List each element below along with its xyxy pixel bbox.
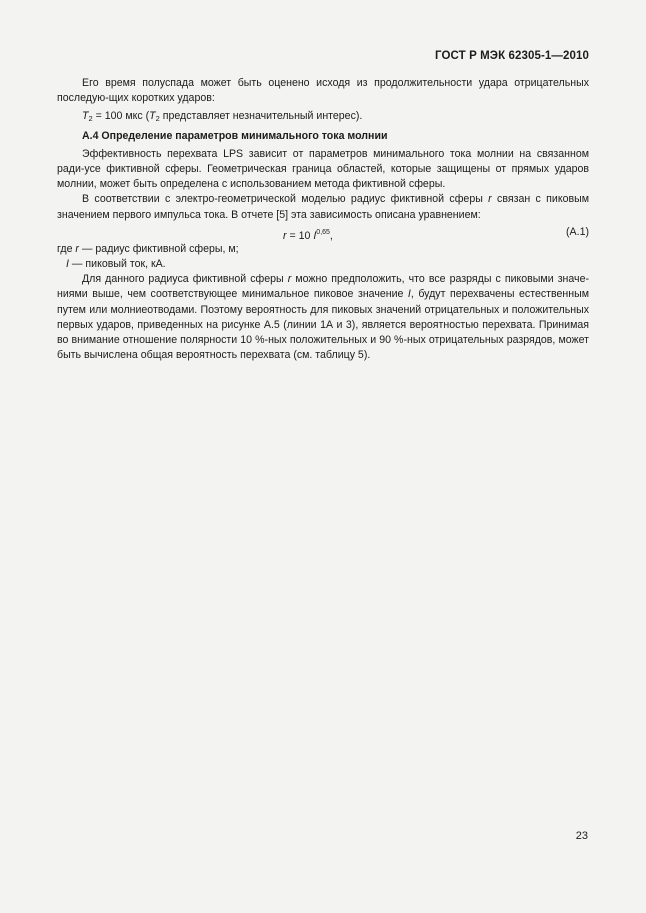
t2-text-b: представляет незначительный интерес). (159, 110, 363, 123)
interception-symbol-i: I (407, 288, 411, 301)
interception-text-c: , будут перехвачены естественным путем или молниеотводами. Поэтому вероятность для пиковых значений отрицательных и положительных первых ударов, приведенных на рисунке А.5 (линии 1А и 3), является вероятностью перехвата. Принимая во внимание отношение полярности 10 %-ных положительных и 90 %-ных отрицательных разрядов, может быть вычислена общая вероятность перехвата (см. таблицу 5). (57, 288, 589, 362)
formula-mid: = 10 (286, 229, 314, 242)
egm-text-b: связан с пиковым значением первого импульса тока. В отчете [5] эта зависимость описана уравнением: (57, 193, 589, 221)
interception-text-b: можно предположить, что все разряды с пиковыми значе-ниями выше, чем соответствующее минимальное пиковое значение (57, 273, 590, 301)
interception-symbol-r: r (287, 273, 292, 286)
standard-header: ГОСТ Р МЭК 62305-1—2010 (435, 50, 589, 62)
formula-end: , (329, 229, 333, 242)
formula-a1 (57, 225, 589, 242)
interception-text-a: Для данного радиуса фиктивной сферы (82, 273, 288, 286)
legend-symbol-r: r (75, 242, 79, 255)
legend-i-text: — пиковый ток, кА. (68, 258, 166, 271)
legend-i (57, 257, 589, 272)
formula-r: r (283, 229, 287, 242)
subscript-2: 2 (88, 114, 93, 124)
paragraph-egm (57, 192, 589, 222)
egm-text-a: В соответствии с электро-геометрической моделью радиус фиктивной сферы (82, 193, 489, 206)
section-heading: А.4 Определение параметров минимального тока молнии (82, 129, 388, 142)
legend-r-text: — радиус фиктивной сферы, м; (78, 242, 239, 255)
legend-r (57, 242, 589, 257)
t2-text-a: = 100 мкс ( (92, 110, 150, 123)
legend-symbol-i: I (66, 258, 69, 271)
paragraph-t2-value (57, 109, 589, 126)
symbol-t-2: T (149, 110, 156, 123)
page-number: 23 (575, 830, 588, 842)
formula-number: (А.1) (566, 225, 589, 238)
legend-where: где (57, 242, 76, 255)
formula-expression (283, 225, 333, 244)
symbol-t: T (82, 110, 89, 123)
symbol-r: r (488, 193, 492, 206)
paragraph-half-decay: Его время полуспада может быть оценено исходя из продолжительности удара отрицательных последую-щих коротких ударов: (57, 77, 589, 105)
subscript-2b: 2 (155, 114, 160, 124)
page-body (57, 76, 589, 363)
formula-i: I (313, 229, 317, 242)
formula-exponent: 0,65 (316, 228, 330, 236)
paragraph-lps-efficiency: Эффективность перехвата LPS зависит от параметров минимального тока молнии на связанном ради-усе фиктивной сферы. Геометрическая граница областей, которые защищены от прямых ударов молнии, может быть определена с использованием метода фиктивной сферы. (57, 147, 589, 191)
paragraph-interception (57, 272, 589, 363)
